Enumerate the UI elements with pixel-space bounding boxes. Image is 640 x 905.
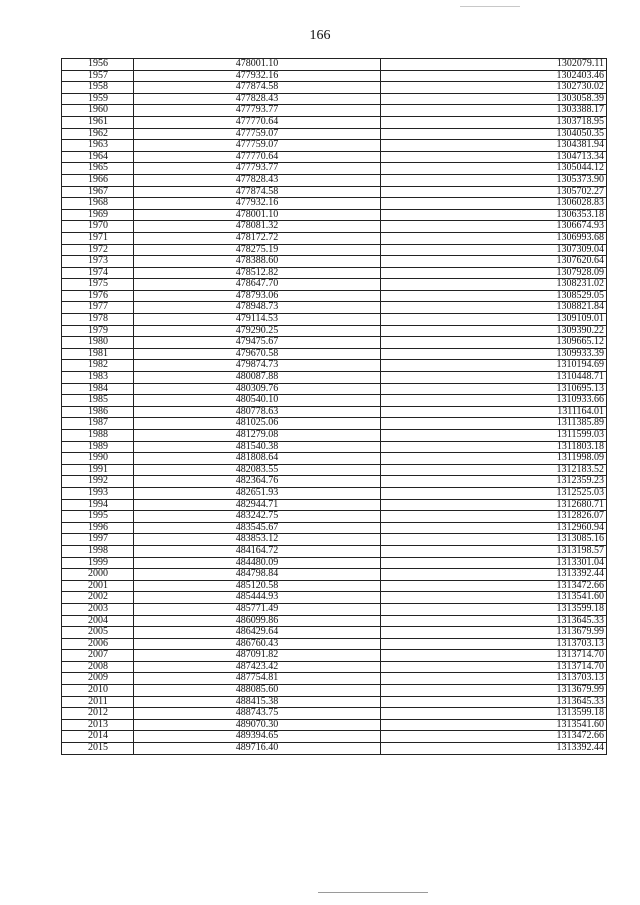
y-coordinate-cell: 1308821.84 xyxy=(381,302,607,314)
y-coordinate-cell: 1303388.17 xyxy=(381,105,607,117)
x-coordinate-cell: 484164.72 xyxy=(134,545,381,557)
point-number-cell: 1984 xyxy=(62,383,134,395)
y-coordinate-cell: 1306993.68 xyxy=(381,232,607,244)
x-coordinate-cell: 478001.10 xyxy=(134,209,381,221)
y-coordinate-cell: 1312183.52 xyxy=(381,464,607,476)
y-coordinate-cell: 1311385.89 xyxy=(381,418,607,430)
x-coordinate-cell: 480309.76 xyxy=(134,383,381,395)
y-coordinate-cell: 1312960.94 xyxy=(381,522,607,534)
table-row xyxy=(62,337,607,349)
table-row xyxy=(62,232,607,244)
point-number-cell: 2015 xyxy=(62,743,134,755)
table-row xyxy=(62,372,607,384)
y-coordinate-cell: 1313541.60 xyxy=(381,592,607,604)
table-row xyxy=(62,174,607,186)
table-row xyxy=(62,569,607,581)
x-coordinate-cell: 478172.72 xyxy=(134,232,381,244)
table-row xyxy=(62,140,607,152)
table-row xyxy=(62,522,607,534)
x-coordinate-cell: 481279.08 xyxy=(134,430,381,442)
table-row xyxy=(62,360,607,372)
y-coordinate-cell: 1304381.94 xyxy=(381,140,607,152)
y-coordinate-cell: 1306353.18 xyxy=(381,209,607,221)
point-number-cell: 1968 xyxy=(62,198,134,210)
table-row xyxy=(62,116,607,128)
table-row xyxy=(62,59,607,71)
point-number-cell: 1963 xyxy=(62,140,134,152)
x-coordinate-cell: 489070.30 xyxy=(134,719,381,731)
y-coordinate-cell: 1309109.01 xyxy=(381,314,607,326)
table-row xyxy=(62,314,607,326)
x-coordinate-cell: 488743.75 xyxy=(134,708,381,720)
table-row xyxy=(62,638,607,650)
point-number-cell: 1999 xyxy=(62,557,134,569)
point-number-cell: 1972 xyxy=(62,244,134,256)
point-number-cell: 2014 xyxy=(62,731,134,743)
y-coordinate-cell: 1305702.27 xyxy=(381,186,607,198)
y-coordinate-cell: 1310933.66 xyxy=(381,395,607,407)
x-coordinate-cell: 482651.93 xyxy=(134,487,381,499)
y-coordinate-cell: 1304713.34 xyxy=(381,151,607,163)
x-coordinate-cell: 480087.88 xyxy=(134,372,381,384)
coordinates-table xyxy=(61,58,607,755)
table-row xyxy=(62,93,607,105)
y-coordinate-cell: 1302403.46 xyxy=(381,70,607,82)
table-row xyxy=(62,395,607,407)
y-coordinate-cell: 1303718.95 xyxy=(381,116,607,128)
y-coordinate-cell: 1313679.99 xyxy=(381,627,607,639)
x-coordinate-cell: 482364.76 xyxy=(134,476,381,488)
x-coordinate-cell: 485771.49 xyxy=(134,603,381,615)
point-number-cell: 2010 xyxy=(62,685,134,697)
table-row xyxy=(62,267,607,279)
point-number-cell: 2011 xyxy=(62,696,134,708)
y-coordinate-cell: 1313703.13 xyxy=(381,673,607,685)
point-number-cell: 2001 xyxy=(62,580,134,592)
y-coordinate-cell: 1311599.03 xyxy=(381,430,607,442)
y-coordinate-cell: 1306674.93 xyxy=(381,221,607,233)
y-coordinate-cell: 1313301.04 xyxy=(381,557,607,569)
x-coordinate-cell: 478948.73 xyxy=(134,302,381,314)
y-coordinate-cell: 1310695.13 xyxy=(381,383,607,395)
x-coordinate-cell: 477759.07 xyxy=(134,128,381,140)
y-coordinate-cell: 1307928.09 xyxy=(381,267,607,279)
table-row xyxy=(62,198,607,210)
table-row xyxy=(62,603,607,615)
point-number-cell: 1989 xyxy=(62,441,134,453)
table-row xyxy=(62,70,607,82)
table-row xyxy=(62,545,607,557)
point-number-cell: 2013 xyxy=(62,719,134,731)
y-coordinate-cell: 1313714.70 xyxy=(381,661,607,673)
x-coordinate-cell: 479114.53 xyxy=(134,314,381,326)
y-coordinate-cell: 1303058.39 xyxy=(381,93,607,105)
point-number-cell: 1975 xyxy=(62,279,134,291)
y-coordinate-cell: 1313392.44 xyxy=(381,743,607,755)
table-row xyxy=(62,592,607,604)
x-coordinate-cell: 481025.06 xyxy=(134,418,381,430)
x-coordinate-cell: 477874.58 xyxy=(134,82,381,94)
x-coordinate-cell: 477793.77 xyxy=(134,105,381,117)
point-number-cell: 2006 xyxy=(62,638,134,650)
table-row xyxy=(62,302,607,314)
coordinates-table-wrapper xyxy=(61,58,607,755)
point-number-cell: 1987 xyxy=(62,418,134,430)
table-row xyxy=(62,453,607,465)
y-coordinate-cell: 1309390.22 xyxy=(381,325,607,337)
point-number-cell: 1996 xyxy=(62,522,134,534)
y-coordinate-cell: 1312525.03 xyxy=(381,487,607,499)
y-coordinate-cell: 1313085.16 xyxy=(381,534,607,546)
x-coordinate-cell: 486429.64 xyxy=(134,627,381,639)
table-row xyxy=(62,708,607,720)
point-number-cell: 1997 xyxy=(62,534,134,546)
table-row xyxy=(62,661,607,673)
point-number-cell: 2004 xyxy=(62,615,134,627)
x-coordinate-cell: 481540.38 xyxy=(134,441,381,453)
x-coordinate-cell: 477793.77 xyxy=(134,163,381,175)
point-number-cell: 1962 xyxy=(62,128,134,140)
table-row xyxy=(62,279,607,291)
x-coordinate-cell: 479670.58 xyxy=(134,348,381,360)
point-number-cell: 1998 xyxy=(62,545,134,557)
x-coordinate-cell: 478793.06 xyxy=(134,290,381,302)
x-coordinate-cell: 483545.67 xyxy=(134,522,381,534)
table-row xyxy=(62,209,607,221)
x-coordinate-cell: 484798.84 xyxy=(134,569,381,581)
y-coordinate-cell: 1308231.02 xyxy=(381,279,607,291)
x-coordinate-cell: 478512.82 xyxy=(134,267,381,279)
point-number-cell: 1978 xyxy=(62,314,134,326)
y-coordinate-cell: 1307309.04 xyxy=(381,244,607,256)
table-row xyxy=(62,627,607,639)
x-coordinate-cell: 477828.43 xyxy=(134,174,381,186)
x-coordinate-cell: 481808.64 xyxy=(134,453,381,465)
table-row xyxy=(62,418,607,430)
table-row xyxy=(62,105,607,117)
point-number-cell: 1986 xyxy=(62,406,134,418)
x-coordinate-cell: 482083.55 xyxy=(134,464,381,476)
y-coordinate-cell: 1313198.57 xyxy=(381,545,607,557)
table-row xyxy=(62,650,607,662)
y-coordinate-cell: 1310194.69 xyxy=(381,360,607,372)
x-coordinate-cell: 479290.25 xyxy=(134,325,381,337)
x-coordinate-cell: 478081.32 xyxy=(134,221,381,233)
point-number-cell: 1985 xyxy=(62,395,134,407)
y-coordinate-cell: 1313714.70 xyxy=(381,650,607,662)
point-number-cell: 2002 xyxy=(62,592,134,604)
page-number: 166 xyxy=(309,28,331,43)
table-row xyxy=(62,221,607,233)
point-number-cell: 1991 xyxy=(62,464,134,476)
y-coordinate-cell: 1311164.01 xyxy=(381,406,607,418)
table-row xyxy=(62,163,607,175)
top-divider xyxy=(460,6,520,7)
table-row xyxy=(62,696,607,708)
table-row xyxy=(62,128,607,140)
x-coordinate-cell: 477932.16 xyxy=(134,198,381,210)
point-number-cell: 1967 xyxy=(62,186,134,198)
point-number-cell: 1982 xyxy=(62,360,134,372)
point-number-cell: 2007 xyxy=(62,650,134,662)
table-row xyxy=(62,580,607,592)
y-coordinate-cell: 1313645.33 xyxy=(381,696,607,708)
x-coordinate-cell: 480540.10 xyxy=(134,395,381,407)
point-number-cell: 1958 xyxy=(62,82,134,94)
y-coordinate-cell: 1313599.18 xyxy=(381,708,607,720)
bottom-divider xyxy=(318,892,428,893)
point-number-cell: 2000 xyxy=(62,569,134,581)
x-coordinate-cell: 477828.43 xyxy=(134,93,381,105)
point-number-cell: 1979 xyxy=(62,325,134,337)
table-row xyxy=(62,441,607,453)
coordinates-table-body xyxy=(62,59,607,755)
y-coordinate-cell: 1311998.09 xyxy=(381,453,607,465)
table-row xyxy=(62,430,607,442)
point-number-cell: 1960 xyxy=(62,105,134,117)
table-row xyxy=(62,615,607,627)
y-coordinate-cell: 1313472.66 xyxy=(381,580,607,592)
table-row xyxy=(62,244,607,256)
y-coordinate-cell: 1305373.90 xyxy=(381,174,607,186)
y-coordinate-cell: 1308529.05 xyxy=(381,290,607,302)
y-coordinate-cell: 1313679.99 xyxy=(381,685,607,697)
table-row xyxy=(62,464,607,476)
x-coordinate-cell: 477759.07 xyxy=(134,140,381,152)
x-coordinate-cell: 483242.75 xyxy=(134,511,381,523)
x-coordinate-cell: 477770.64 xyxy=(134,151,381,163)
y-coordinate-cell: 1302079.11 xyxy=(381,59,607,71)
point-number-cell: 1977 xyxy=(62,302,134,314)
x-coordinate-cell: 479874.73 xyxy=(134,360,381,372)
y-coordinate-cell: 1309933.39 xyxy=(381,348,607,360)
table-row xyxy=(62,82,607,94)
x-coordinate-cell: 479475.67 xyxy=(134,337,381,349)
point-number-cell: 1993 xyxy=(62,487,134,499)
y-coordinate-cell: 1310448.71 xyxy=(381,372,607,384)
y-coordinate-cell: 1309665.12 xyxy=(381,337,607,349)
y-coordinate-cell: 1312680.71 xyxy=(381,499,607,511)
x-coordinate-cell: 487754.81 xyxy=(134,673,381,685)
point-number-cell: 1983 xyxy=(62,372,134,384)
table-row xyxy=(62,348,607,360)
table-row xyxy=(62,406,607,418)
x-coordinate-cell: 489394.65 xyxy=(134,731,381,743)
y-coordinate-cell: 1306028.83 xyxy=(381,198,607,210)
point-number-cell: 2003 xyxy=(62,603,134,615)
table-row xyxy=(62,487,607,499)
y-coordinate-cell: 1305044.12 xyxy=(381,163,607,175)
x-coordinate-cell: 488085.60 xyxy=(134,685,381,697)
x-coordinate-cell: 485120.58 xyxy=(134,580,381,592)
point-number-cell: 1974 xyxy=(62,267,134,279)
y-coordinate-cell: 1302730.02 xyxy=(381,82,607,94)
point-number-cell: 1964 xyxy=(62,151,134,163)
x-coordinate-cell: 486760.43 xyxy=(134,638,381,650)
point-number-cell: 1980 xyxy=(62,337,134,349)
table-row xyxy=(62,256,607,268)
table-row xyxy=(62,534,607,546)
point-number-cell: 1965 xyxy=(62,163,134,175)
table-row xyxy=(62,673,607,685)
x-coordinate-cell: 477770.64 xyxy=(134,116,381,128)
x-coordinate-cell: 489716.40 xyxy=(134,743,381,755)
x-coordinate-cell: 487423.42 xyxy=(134,661,381,673)
point-number-cell: 1992 xyxy=(62,476,134,488)
point-number-cell: 1970 xyxy=(62,221,134,233)
x-coordinate-cell: 478275.19 xyxy=(134,244,381,256)
table-row xyxy=(62,511,607,523)
point-number-cell: 1957 xyxy=(62,70,134,82)
point-number-cell: 1966 xyxy=(62,174,134,186)
y-coordinate-cell: 1307620.64 xyxy=(381,256,607,268)
point-number-cell: 1995 xyxy=(62,511,134,523)
point-number-cell: 2012 xyxy=(62,708,134,720)
y-coordinate-cell: 1313599.18 xyxy=(381,603,607,615)
y-coordinate-cell: 1312359.23 xyxy=(381,476,607,488)
y-coordinate-cell: 1313392.44 xyxy=(381,569,607,581)
table-row xyxy=(62,499,607,511)
x-coordinate-cell: 486099.86 xyxy=(134,615,381,627)
x-coordinate-cell: 487091.82 xyxy=(134,650,381,662)
point-number-cell: 1990 xyxy=(62,453,134,465)
table-row xyxy=(62,325,607,337)
table-row xyxy=(62,151,607,163)
x-coordinate-cell: 478001.10 xyxy=(134,59,381,71)
x-coordinate-cell: 488415.38 xyxy=(134,696,381,708)
y-coordinate-cell: 1313703.13 xyxy=(381,638,607,650)
x-coordinate-cell: 477932.16 xyxy=(134,70,381,82)
x-coordinate-cell: 484480.09 xyxy=(134,557,381,569)
x-coordinate-cell: 480778.63 xyxy=(134,406,381,418)
y-coordinate-cell: 1312826.07 xyxy=(381,511,607,523)
table-row xyxy=(62,743,607,755)
point-number-cell: 1959 xyxy=(62,93,134,105)
table-row xyxy=(62,719,607,731)
point-number-cell: 1994 xyxy=(62,499,134,511)
point-number-cell: 2009 xyxy=(62,673,134,685)
table-row xyxy=(62,186,607,198)
table-row xyxy=(62,290,607,302)
point-number-cell: 2008 xyxy=(62,661,134,673)
table-row xyxy=(62,383,607,395)
x-coordinate-cell: 478647.70 xyxy=(134,279,381,291)
y-coordinate-cell: 1311803.18 xyxy=(381,441,607,453)
y-coordinate-cell: 1304050.35 xyxy=(381,128,607,140)
point-number-cell: 1976 xyxy=(62,290,134,302)
point-number-cell: 1961 xyxy=(62,116,134,128)
table-row xyxy=(62,685,607,697)
point-number-cell: 2005 xyxy=(62,627,134,639)
y-coordinate-cell: 1313541.60 xyxy=(381,719,607,731)
point-number-cell: 1988 xyxy=(62,430,134,442)
y-coordinate-cell: 1313472.66 xyxy=(381,731,607,743)
point-number-cell: 1981 xyxy=(62,348,134,360)
x-coordinate-cell: 485444.93 xyxy=(134,592,381,604)
table-row xyxy=(62,557,607,569)
x-coordinate-cell: 482944.71 xyxy=(134,499,381,511)
x-coordinate-cell: 477874.58 xyxy=(134,186,381,198)
x-coordinate-cell: 478388.60 xyxy=(134,256,381,268)
y-coordinate-cell: 1313645.33 xyxy=(381,615,607,627)
point-number-cell: 1971 xyxy=(62,232,134,244)
x-coordinate-cell: 483853.12 xyxy=(134,534,381,546)
table-row xyxy=(62,476,607,488)
point-number-cell: 1969 xyxy=(62,209,134,221)
point-number-cell: 1956 xyxy=(62,59,134,71)
point-number-cell: 1973 xyxy=(62,256,134,268)
table-row xyxy=(62,731,607,743)
